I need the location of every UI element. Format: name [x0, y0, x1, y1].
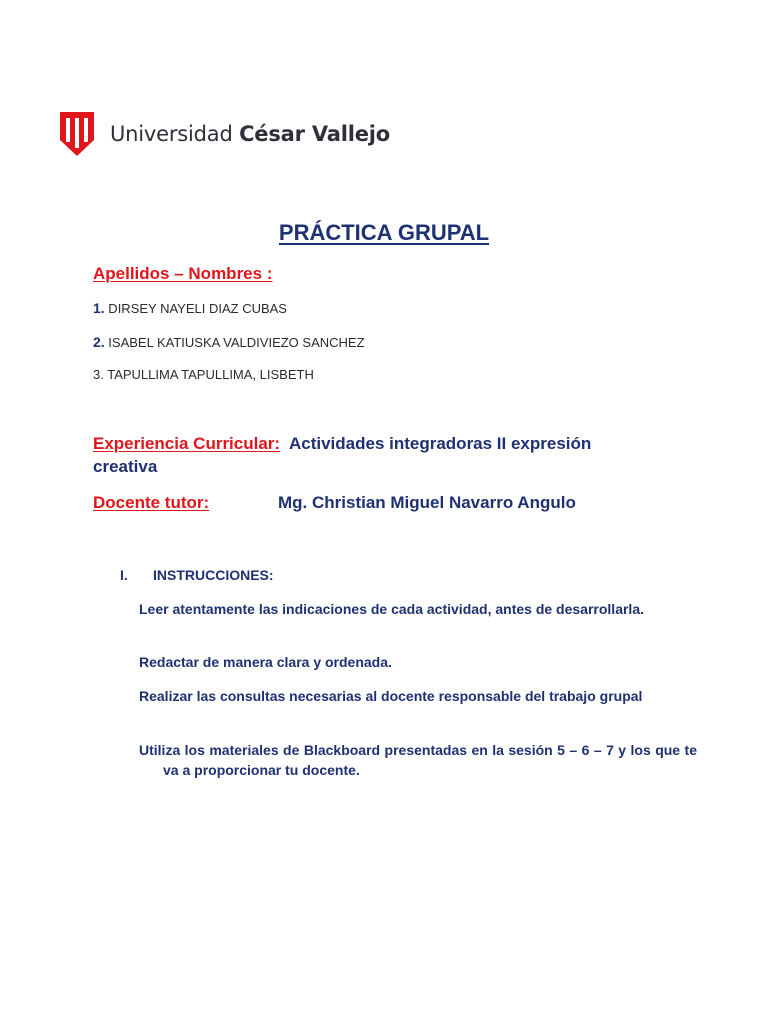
instructions-title: INSTRUCCIONES: — [153, 567, 274, 583]
logo-wordmark-bold: César Vallejo — [239, 122, 391, 146]
member-item — [93, 334, 365, 350]
member-number: 1. — [93, 300, 105, 316]
curricular-value: Actividades integradoras II expresión creativa — [93, 434, 592, 476]
ucv-shield-icon — [58, 110, 96, 158]
member-number: 2. — [93, 334, 105, 350]
instructions-heading — [120, 567, 274, 583]
member-number: 3. — [93, 367, 104, 382]
instructions-number: I. — [120, 567, 128, 583]
instruction-item: Realizar las consultas necesarias al docente responsable del trabajo grupal — [139, 688, 643, 704]
tutor-name: Mg. Christian Miguel Navarro Angulo — [278, 493, 576, 512]
logo-wordmark-regular: Universidad — [110, 122, 240, 146]
curricular-label: Experiencia Curricular: — [93, 434, 281, 453]
member-name: ISABEL KATIUSKA VALDIVIEZO SANCHEZ — [104, 335, 365, 350]
member-name: DIRSEY NAYELI DIAZ CUBAS — [104, 301, 287, 316]
university-logo — [58, 110, 390, 158]
instruction-item: Utiliza los materiales de Blackboard presentadas en la sesión 5 – 6 – 7 y los que te va a proporcionar tu docente. — [139, 742, 697, 778]
curricular-experience — [93, 433, 653, 479]
instruction-item: Redactar de manera clara y ordenada. — [139, 654, 392, 670]
document-title: PRÁCTICA GRUPAL — [278, 220, 490, 245]
names-label: Apellidos – Nombres : — [93, 264, 273, 283]
member-item — [93, 367, 314, 382]
member-item — [93, 300, 287, 316]
tutor-label: Docente tutor: — [93, 493, 210, 512]
member-name: TAPULLIMA TAPULLIMA, LISBETH — [103, 367, 314, 382]
tutor-line — [93, 493, 576, 513]
instruction-item: Leer atentamente las indicaciones de cada actividad, antes de desarrollarla. — [139, 601, 644, 617]
logo-wordmark — [110, 122, 390, 146]
